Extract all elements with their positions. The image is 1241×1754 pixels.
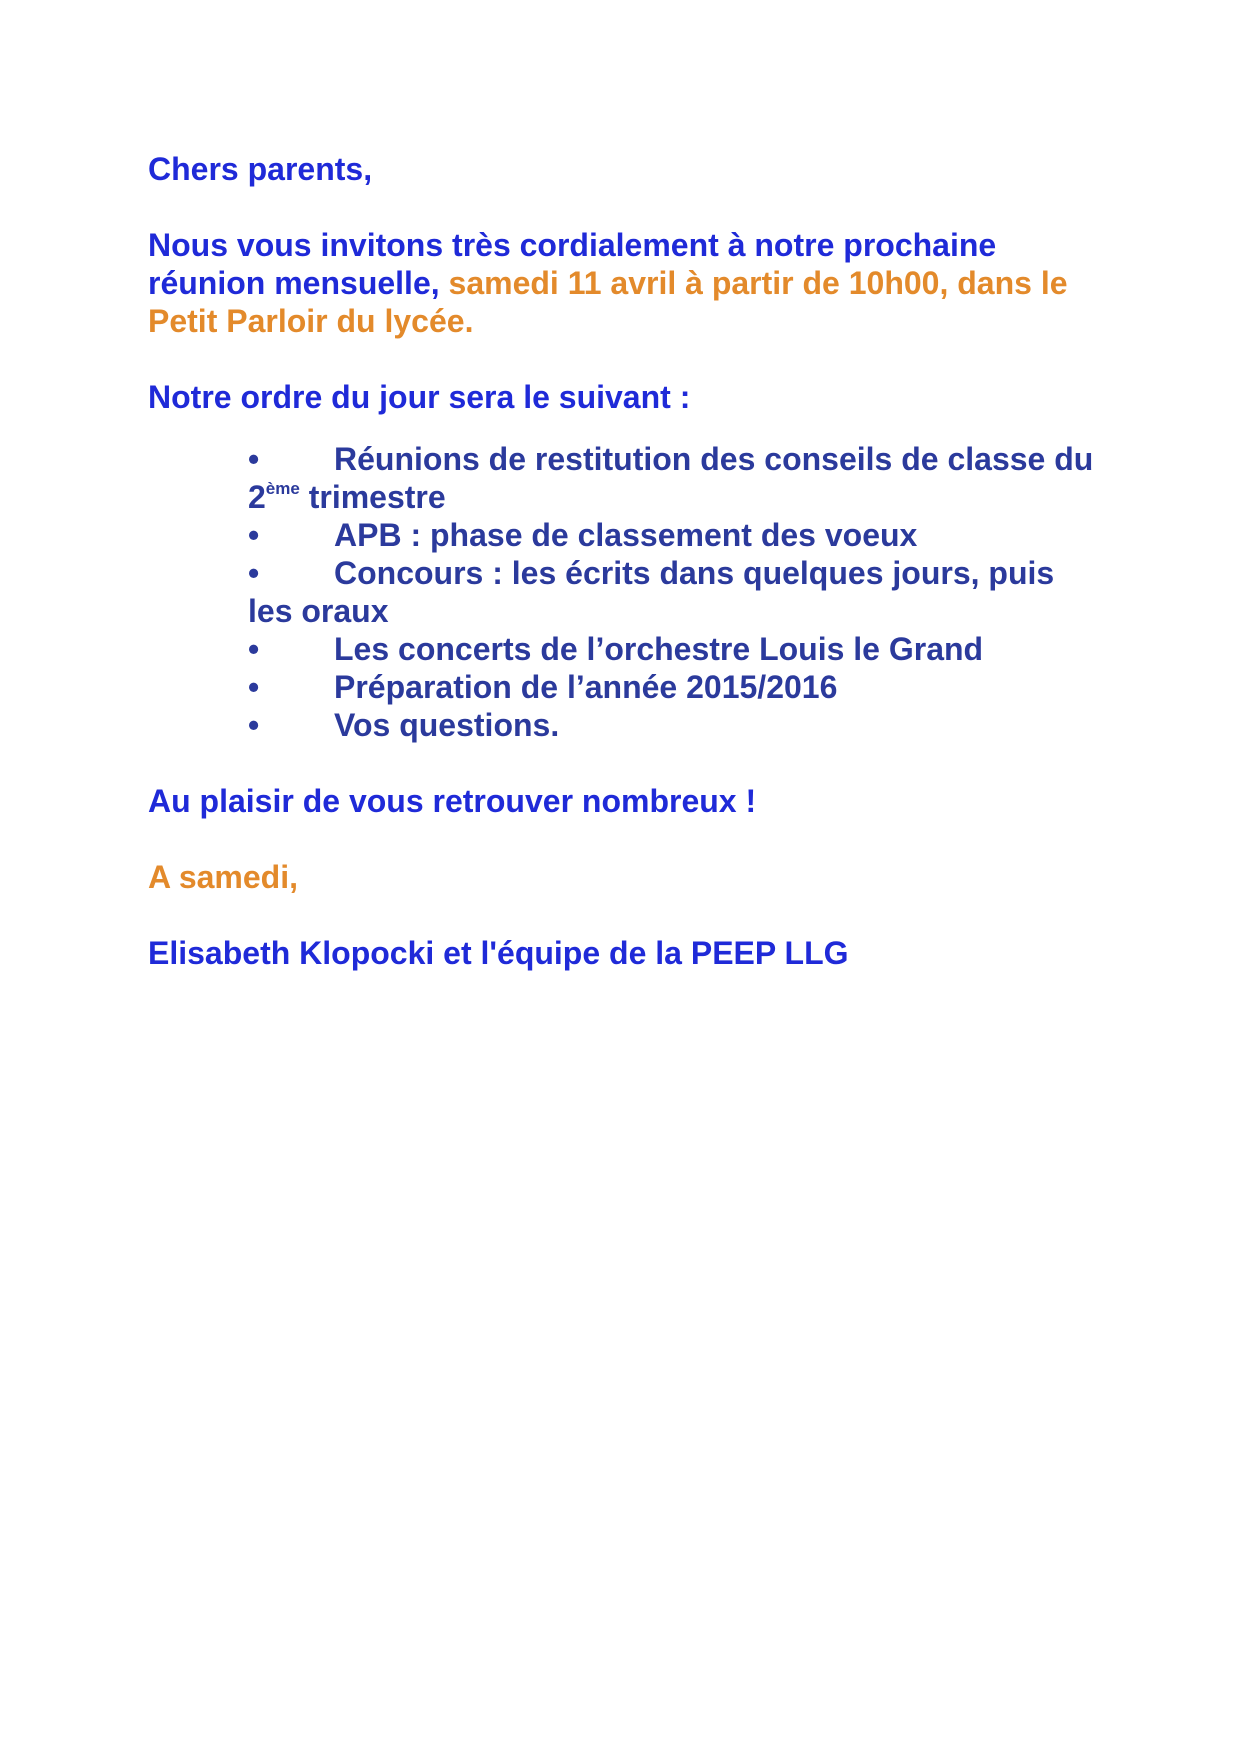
bullet: • [248, 707, 260, 743]
ordinal-superscript: ème [265, 479, 300, 498]
agenda-item-text: Les concerts de l’orchestre Louis le Grand [334, 631, 984, 667]
invitation-paragraph [148, 226, 1098, 340]
bullet: • [248, 517, 260, 553]
agenda-intro: Notre ordre du jour sera le suivant : [148, 379, 691, 415]
meeting-date-location: samedi 11 avril à partir de 10h00, dans le Petit Parloir du lycée. [148, 265, 1068, 339]
agenda-list [248, 440, 1098, 744]
agenda-item-text: trimestre [299, 479, 446, 515]
bullet: • [248, 631, 260, 667]
letter-body [148, 150, 1098, 972]
signature: Elisabeth Klopocki et l'équipe de la PEEP LLG [148, 935, 849, 971]
agenda-item-text: APB : phase de classement des voeux [334, 517, 918, 553]
spacer [148, 820, 1098, 858]
invitation-text: Nous vous invitons très cordialement à notre prochaine réunion mensuelle, [148, 227, 997, 301]
agenda-item [248, 630, 1098, 668]
agenda-item-text: Concours : les écrits dans quelques jours, puis les oraux [248, 555, 1055, 629]
spacer [148, 744, 1098, 782]
spacer [148, 188, 1098, 226]
greeting: Chers parents, [148, 151, 373, 187]
closing-line: Au plaisir de vous retrouver nombreux ! [148, 783, 757, 819]
agenda-item-text: Vos questions. [334, 707, 560, 743]
agenda-item [248, 706, 1098, 744]
agenda-item-text: Préparation de l’année 2015/2016 [334, 669, 838, 705]
bullet: • [248, 555, 260, 591]
agenda-item [248, 516, 1098, 554]
spacer [148, 340, 1098, 378]
agenda-item [248, 440, 1098, 516]
bullet: • [248, 669, 260, 705]
agenda-item [248, 554, 1098, 630]
bullet: • [248, 441, 260, 477]
spacer [148, 896, 1098, 934]
agenda-item-text: Réunions de restitution des conseils de classe du 2 [248, 441, 1094, 515]
agenda-item [248, 668, 1098, 706]
see-you-line: A samedi, [148, 859, 298, 895]
